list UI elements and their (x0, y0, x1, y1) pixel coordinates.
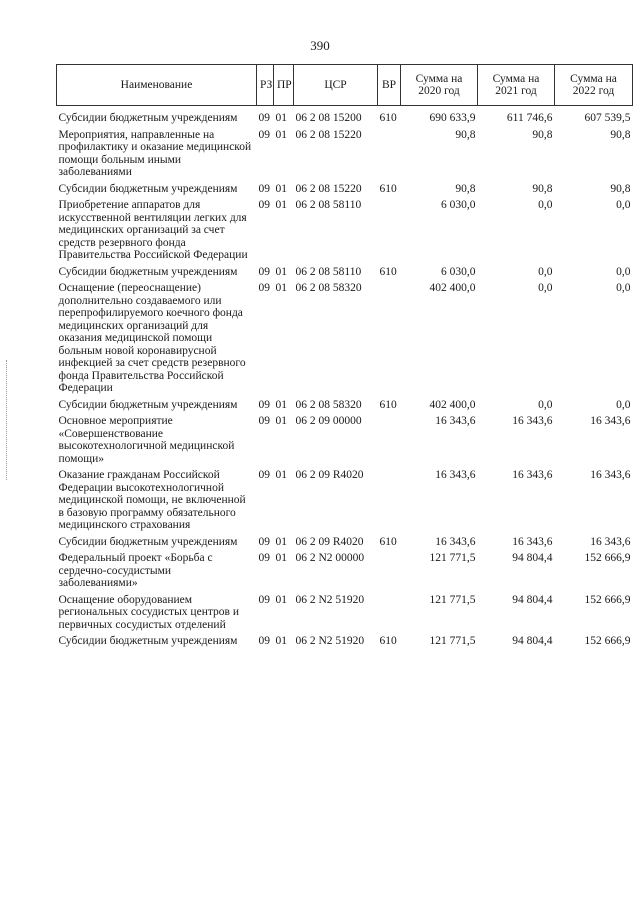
row-sum-2021: 94 804,4 (512, 635, 553, 647)
row-sum-2021: 0,0 (538, 199, 553, 211)
row-vr (378, 199, 401, 266)
row-pr: 01 (275, 552, 287, 564)
header-sum-2021: Сумма на 2021 год (478, 65, 555, 106)
row-sum-2021: 16 343,6 (512, 535, 553, 548)
row-pr: 01 (275, 199, 287, 211)
row-sum-2020: 402 400,0 (429, 398, 476, 411)
row-pr: 01 (275, 128, 287, 141)
table-header (57, 65, 633, 106)
row-sum-2020: 121 771,5 (429, 593, 476, 606)
table-row (57, 183, 633, 200)
row-sum-2021: 0,0 (538, 398, 553, 411)
row-pr: 01 (275, 635, 287, 647)
row-csr: 06 2 09 00000 (295, 415, 362, 427)
row-csr: 06 2 N2 51920 (295, 635, 365, 647)
row-vr (378, 594, 401, 636)
row-sum-2022: 152 666,9 (584, 635, 631, 647)
row-pr: 01 (275, 282, 287, 294)
table-row (57, 469, 633, 536)
row-rz: 09 (258, 552, 270, 564)
row-csr: 06 2 08 58320 (295, 398, 362, 411)
row-rz: 09 (258, 469, 270, 481)
row-sum-2020: 121 771,5 (429, 635, 476, 647)
table-body (57, 106, 633, 652)
row-pr: 01 (275, 593, 287, 606)
row-sum-2022: 16 343,6 (590, 535, 631, 548)
row-name: Основное мероприятие «Совершенствование высокотехнологичной медицинской помощи» (58, 415, 235, 465)
row-vr: 610 (379, 398, 397, 411)
row-name: Субсидии бюджетным учреждениям (58, 635, 238, 647)
row-sum-2020: 16 343,6 (435, 415, 476, 427)
row-vr: 610 (379, 112, 397, 124)
row-csr: 06 2 08 15220 (295, 128, 362, 141)
row-rz: 09 (258, 182, 270, 195)
row-sum-2022: 16 343,6 (590, 469, 631, 481)
row-sum-2020: 16 343,6 (435, 535, 476, 548)
row-csr: 06 2 08 15200 (295, 112, 362, 124)
row-rz: 09 (258, 535, 270, 548)
row-sum-2020: 690 633,9 (429, 112, 476, 124)
row-name: Субсидии бюджетным учреждениям (58, 182, 238, 195)
row-sum-2021: 90,8 (532, 128, 553, 141)
row-rz: 09 (258, 593, 270, 606)
header-pr: ПР (274, 65, 294, 106)
row-vr (378, 282, 401, 399)
row-vr: 610 (379, 265, 397, 278)
header-name: Наименование (57, 65, 257, 106)
row-pr: 01 (275, 398, 287, 411)
row-sum-2020: 16 343,6 (435, 469, 476, 481)
row-name: Оснащение (переоснащение) дополнительно создаваемого или перепрофилируемого коечного фонда медицинских организаций для оказания медицинской помощи больным новой коронавирусной инфекцией за счет средств резервного фонда Правительства Российской Федерации (58, 282, 246, 394)
row-sum-2022: 152 666,9 (584, 552, 631, 564)
row-vr: 610 (379, 635, 397, 647)
row-name: Мероприятия, направленные на профилактику и оказание медицинской помощи больным иными заболеваниями (58, 128, 252, 178)
header-sum-2022: Сумма на 2022 год (555, 65, 633, 106)
table-row (57, 129, 633, 183)
budget-table (56, 64, 633, 652)
row-sum-2022: 152 666,9 (584, 593, 631, 606)
row-sum-2021: 0,0 (538, 265, 553, 278)
row-pr: 01 (275, 112, 287, 124)
row-sum-2021: 94 804,4 (512, 593, 553, 606)
row-sum-2021: 90,8 (532, 182, 553, 195)
row-vr (378, 415, 401, 469)
table-row (57, 399, 633, 416)
row-sum-2020: 402 400,0 (429, 282, 476, 294)
row-sum-2022: 16 343,6 (590, 415, 631, 427)
row-name: Федеральный проект «Борьба с сердечно-сосудистыми заболеваниями» (58, 552, 213, 589)
row-sum-2022: 0,0 (616, 265, 631, 278)
row-sum-2022: 90,8 (610, 128, 631, 141)
row-vr (378, 129, 401, 183)
scan-edge-marks (6, 360, 9, 480)
row-rz: 09 (258, 199, 270, 211)
row-name: Субсидии бюджетным учреждениям (58, 265, 238, 278)
table-row (57, 415, 633, 469)
table-row (57, 199, 633, 266)
row-csr: 06 2 N2 51920 (295, 593, 365, 606)
row-name: Субсидии бюджетным учреждениям (58, 398, 238, 411)
header-rz: РЗ (257, 65, 274, 106)
row-pr: 01 (275, 182, 287, 195)
header-csr: ЦСР (294, 65, 378, 106)
row-sum-2022: 0,0 (616, 398, 631, 411)
row-rz: 09 (258, 282, 270, 294)
row-csr: 06 2 09 R4020 (295, 469, 364, 481)
row-sum-2021: 16 343,6 (512, 415, 553, 427)
row-sum-2020: 6 030,0 (441, 199, 476, 211)
row-csr: 06 2 08 58110 (295, 199, 362, 211)
header-sum-2020: Сумма на 2020 год (401, 65, 478, 106)
row-name: Оснащение оборудованием региональных сосудистых центров и первичных сосудистых отделений (58, 593, 239, 631)
row-pr: 01 (275, 469, 287, 481)
row-rz: 09 (258, 128, 270, 141)
table-row (57, 594, 633, 636)
row-csr: 06 2 08 58110 (295, 265, 362, 278)
row-name: Приобретение аппаратов для искусственной вентиляции легких для медицинских организаций за счет средств резервного фонда Правительства Российской Федерации (58, 199, 248, 261)
row-pr: 01 (275, 415, 287, 427)
table-row (57, 536, 633, 553)
row-sum-2022: 607 539,5 (584, 112, 631, 124)
table-row (57, 552, 633, 594)
row-vr: 610 (379, 182, 397, 195)
row-rz: 09 (258, 415, 270, 427)
row-csr: 06 2 09 R4020 (295, 535, 364, 548)
row-sum-2021: 0,0 (538, 282, 553, 294)
row-rz: 09 (258, 265, 270, 278)
table-row (57, 266, 633, 283)
row-sum-2022: 0,0 (616, 199, 631, 211)
row-csr: 06 2 08 15220 (295, 182, 362, 195)
row-name: Субсидии бюджетным учреждениям (58, 535, 238, 548)
table-row (57, 106, 633, 129)
row-sum-2021: 94 804,4 (512, 552, 553, 564)
row-sum-2020: 121 771,5 (429, 552, 476, 564)
row-vr: 610 (379, 535, 397, 548)
row-name: Оказание гражданам Российской Федерации высокотехнологичной медицинской помощи, не включенной в базовую программу обязательного медицинского страхования (58, 469, 246, 531)
budget-table-container (56, 64, 632, 652)
row-pr: 01 (275, 265, 287, 278)
row-rz: 09 (258, 398, 270, 411)
table-row (57, 635, 633, 652)
row-name: Субсидии бюджетным учреждениям (58, 112, 238, 124)
row-sum-2021: 611 746,6 (506, 112, 553, 124)
row-sum-2020: 6 030,0 (441, 265, 476, 278)
row-rz: 09 (258, 112, 270, 124)
row-rz: 09 (258, 635, 270, 647)
row-sum-2022: 0,0 (616, 282, 631, 294)
row-csr: 06 2 N2 00000 (295, 552, 365, 564)
row-csr: 06 2 08 58320 (295, 282, 362, 294)
row-sum-2022: 90,8 (610, 182, 631, 195)
row-sum-2020: 90,8 (455, 128, 476, 141)
row-sum-2021: 16 343,6 (512, 469, 553, 481)
row-vr (378, 552, 401, 594)
row-pr: 01 (275, 535, 287, 548)
row-vr (378, 469, 401, 536)
table-row (57, 282, 633, 399)
header-vr: ВР (378, 65, 401, 106)
page-number: 390 (310, 38, 330, 53)
row-sum-2020: 90,8 (455, 182, 476, 195)
